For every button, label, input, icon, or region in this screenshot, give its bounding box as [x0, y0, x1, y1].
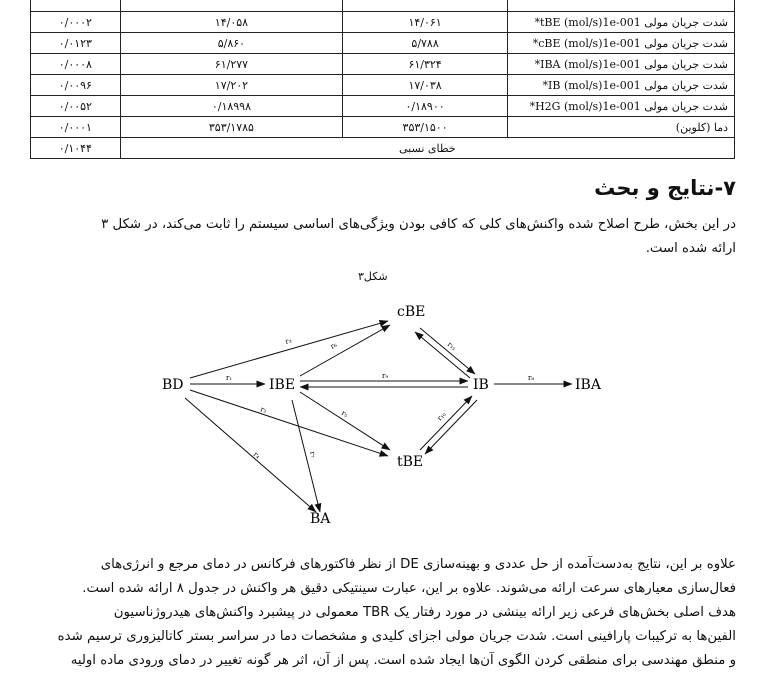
body-line: هدف اصلی بخش‌های فرعی زیر ارائه بینشی در مورد رفتار یک TBR معمولی در پیشبرد واکنش‌های هیدروژناسیون [113, 605, 736, 620]
arrow-ib-tbe [425, 400, 477, 454]
reaction-label-r10: r₁₀ [435, 410, 448, 423]
table-cell-value1: ۱۷/۰۳۸ [343, 75, 508, 96]
section-title: ۷-نتایج و بحث [594, 176, 736, 200]
table-cell-value1: ۳۵۳/۱۵۰۰ [343, 117, 508, 138]
arrow-bd-cbe [190, 321, 388, 378]
body-paragraph [31, 553, 736, 673]
reaction-label-r11: r₁₁ [445, 340, 458, 353]
table-cell-value1: ۵/۷۸۸ [343, 33, 508, 54]
body-line: فعال‌سازی معیارهای سرعت ارائه می‌شوند. علاوه بر این، عبارت سینتیکی دقیق هر واکنش در جدول ۸ ارائه شده است. [82, 581, 736, 596]
intro-paragraph [31, 213, 736, 261]
table-row [31, 75, 735, 96]
table-cell-parameter: شدت جریان مولی IBA (mol/s)1e-001* [508, 54, 735, 75]
table-cell-value2: ۰/۱۸۹۹۸ [120, 96, 342, 117]
body-line: علاوه بر این، نتایج به‌دست‌آمده از حل عددی و بهینه‌سازی DE از نظر فاکتورهای فرکانس در دمای مرجع و انرژی‌های [100, 557, 736, 572]
table-row [31, 33, 735, 54]
table-row [31, 117, 735, 138]
table-cell-parameter: دما (کلوین) [508, 117, 735, 138]
reaction-label-r5: r₅ [339, 408, 350, 420]
table-cell-value1: ۰/۱۸۹۰۰ [343, 96, 508, 117]
table-row [31, 96, 735, 117]
arrow-ibe-cbe [300, 325, 390, 376]
arrow-tbe-ib [420, 396, 472, 450]
table-cell-value2: ۶۱/۲۷۷ [120, 54, 342, 75]
body-line: الفین‌ها به ترکیبات پارافینی است. شدت جریان مولی اجزای کلیدی و مشخصات دما در سراسر بستر کاتالیزوری ترسیم شده [57, 629, 736, 644]
node-ibe: IBE [269, 377, 296, 393]
reaction-label-r9: r₉ [382, 372, 389, 380]
arrow-ib-cbe [415, 332, 470, 378]
table-cell-value2: ۱۴/۰۵۸ [120, 12, 342, 33]
table-cell-parameter: شدت جریان مولی IB (mol/s)1e-001* [508, 75, 735, 96]
table-cell-error: ۰/۰۰۹۶ [31, 75, 121, 96]
relative-error-value: ۰/۱۰۴۴ [31, 138, 121, 159]
reaction-label-r2: r₂ [259, 405, 268, 415]
relative-error-label: خطای نسبی [120, 138, 734, 159]
table-cell-error: ۰/۰۰۵۲ [31, 96, 121, 117]
reaction-label-r1: r₁ [226, 374, 233, 382]
node-cbe: cBE [397, 304, 426, 320]
body-line: و منطق مهندسی برای منطقی کردن الگوی آن‌ها ایجاد شده است. پس از آن، اثر هر گونه تغییر در دمای ورودی ماده اولیه [70, 653, 736, 668]
table-cell-parameter: شدت جریان مولی H2G (mol/s)1e-001* [508, 96, 735, 117]
arrow-cbe-ib [420, 328, 475, 374]
table-row [31, 12, 735, 33]
table-cell-value2: ۵/۸۶۰ [120, 33, 342, 54]
table-cell-parameter: شدت جریان مولی cBE (mol/s)1e-001* [508, 33, 735, 54]
reaction-network-diagram [150, 290, 610, 530]
reaction-label-r3: r₃ [284, 336, 293, 346]
table-cell-parameter: شدت جریان مولی tBE (mol/s)1e-001* [508, 12, 735, 33]
table-row-error [31, 138, 735, 159]
table-cell-value1: ۶۱/۳۲۴ [343, 54, 508, 75]
table-cell-value1: ۱۴/۰۶۱ [343, 12, 508, 33]
node-ba: BA [310, 511, 331, 527]
arrow-bd-ba [185, 398, 316, 512]
node-iba: IBA [575, 377, 601, 393]
intro-line: در این بخش، طرح اصلاح شده واکنش‌های کلی که کافی بودن ویژگی‌های اساسی سیستم را ثابت می‌کند، در شکل ۳ [101, 217, 736, 232]
table-cell-value2: ۳۵۳/۱۷۸۵ [120, 117, 342, 138]
reaction-label-r6: r₆ [329, 340, 339, 351]
table-cell-value2: ۱۷/۲۰۲ [120, 75, 342, 96]
table-row [31, 0, 735, 12]
reaction-label-r4: r₄ [251, 450, 262, 461]
reaction-label-r7: r₇ [308, 450, 318, 459]
arrow-bd-tbe [190, 390, 388, 456]
figure-caption: شکل۳ [358, 270, 388, 283]
table-cell-error: ۰/۰۰۰۱ [31, 117, 121, 138]
node-ib: IB [473, 377, 489, 393]
results-table [30, 0, 735, 159]
node-tbe: tBE [397, 454, 424, 470]
table-cell-error: ۰/۰۰۰۲ [31, 12, 121, 33]
table-cell-error: ۰/۰۱۲۳ [31, 33, 121, 54]
reaction-label-r8: r₈ [528, 374, 535, 382]
table-row [31, 54, 735, 75]
node-bd: BD [162, 377, 184, 393]
intro-line: ارائه شده است. [645, 241, 736, 256]
table-cell-error: ۰/۰۰۰۸ [31, 54, 121, 75]
